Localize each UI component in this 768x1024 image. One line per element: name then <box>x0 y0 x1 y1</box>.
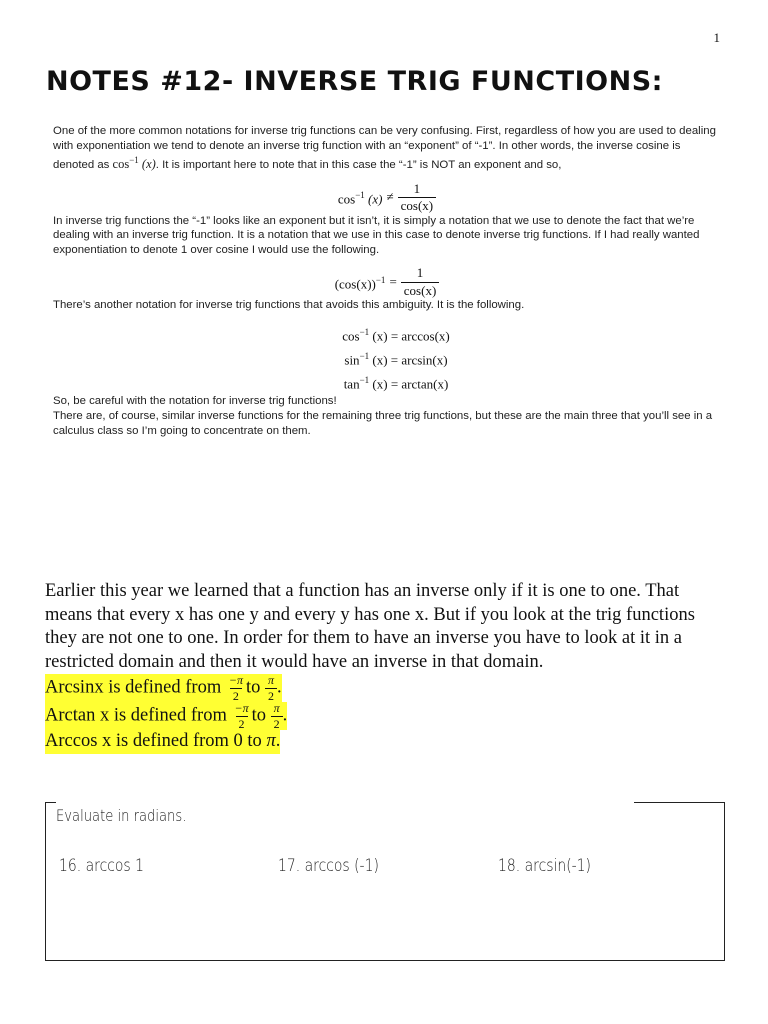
arctan-from-fraction <box>231 702 251 730</box>
notation-excerpt <box>53 124 721 438</box>
eq2-sup: −1 <box>375 274 386 285</box>
eq3-sin-rest: (x) = arcsin(x) <box>372 352 448 368</box>
eq3-sin-fn: sin <box>344 352 360 368</box>
exercise-box <box>45 802 725 961</box>
eq1-arg: (x) <box>368 191 383 207</box>
equation-not-equal <box>53 182 721 214</box>
body-paragraph: Earlier this year we learned that a function has an inverse only if it is one to one. That means that every x has one y and every y has one x. But if you look at the trig functions they are not one to one. In order for them to have an inverse you have to look at it in a restricted domain and then it would have an inverse in that domain. <box>45 581 695 672</box>
page-number: 1 <box>713 30 720 45</box>
eq3-cos-sup: −1 <box>359 326 370 337</box>
eq3-sin-sup: −1 <box>359 350 370 361</box>
eq2-fraction <box>401 266 440 298</box>
excerpt-p1-text: One of the more common notations for inverse trig functions can be very confusing. First, regardless of how you are used to dealing with exponentiation we tend to denote an inverse trig function with an “exponent” of “-1”. In other words, the inverse cosine is denoted as <box>53 125 716 172</box>
eq3-tan-sup: −1 <box>359 375 370 386</box>
question-16: 16. arccos 1 <box>59 856 144 876</box>
arcsin-to-fraction <box>265 674 277 702</box>
eq1-operator: ≠ <box>386 189 394 205</box>
excerpt-p1-after: . It is important here to note that in this case the “-1” is NOT an exponent and so, <box>155 159 562 172</box>
equation-reciprocal <box>53 266 721 298</box>
inline-fn: cos <box>112 157 130 172</box>
arcsin-from-num: −π <box>228 673 243 687</box>
question-18: 18. arcsin(-1) <box>498 856 591 876</box>
excerpt-paragraph-5: There are, of course, similar inverse functions for the remaining three trig functions, but these are the main three that you’ll see in a calculus class so I’m going to concentrate on them. <box>53 410 713 437</box>
eq1-fraction <box>398 182 437 214</box>
eq3-tan-rest: (x) = arctan(x) <box>372 376 449 392</box>
arctan-to-fraction <box>271 702 283 730</box>
notes-body <box>45 580 725 754</box>
eq2-operator: = <box>389 273 397 289</box>
arctan-from-num: −π <box>234 701 249 716</box>
arcsin-period: . <box>277 677 282 698</box>
question-17: 17. arccos (-1) <box>278 856 379 876</box>
eq2-lhs: (cos(x)) <box>334 275 376 291</box>
excerpt-paragraph-2: In inverse trig functions the “-1” looks like an exponent but it isn’t, it is simply a notation that we use to denote the fact that we’re dealing with an inverse trig function. It is a notation that we use in this case to denote inverse trig functions. If I had really wanted exponentiation to denote 1 over cosine I would use the following. <box>53 214 700 256</box>
equation-arc-notation <box>53 322 721 395</box>
excerpt-paragraph-4: So, be careful with the notation for inverse trig functions! <box>53 395 337 408</box>
arcsin-prefix: Arcsinx is defined from <box>45 677 222 698</box>
eq2-numerator: 1 <box>416 265 424 281</box>
eq2-denominator: cos(x) <box>401 282 440 298</box>
inline-sup: −1 <box>129 155 139 166</box>
arctan-to: to <box>251 705 266 726</box>
arcsin-to-num: π <box>267 673 274 687</box>
eq3-line-tan <box>53 370 721 394</box>
inline-inverse-cosine <box>113 157 156 171</box>
eq3-line-sin <box>53 346 721 370</box>
eq1-numerator: 1 <box>413 180 421 196</box>
eq1-sup: −1 <box>355 190 365 201</box>
arctan-prefix: Arctan x is defined from <box>45 705 227 726</box>
eq1-lhs: cos <box>337 191 356 207</box>
arctan-period: . <box>282 705 288 726</box>
arctan-from-den: 2 <box>236 716 248 731</box>
arcsin-to: to <box>245 677 261 698</box>
page-title: NOTES #12- INVERSE TRIG FUNCTIONS: <box>46 66 663 97</box>
arctan-to-num: π <box>273 701 280 716</box>
box-border-top-left <box>46 802 56 803</box>
arcsin-from-den: 2 <box>230 688 242 703</box>
box-border-top-right <box>634 802 724 803</box>
eq3-tan-fn: tan <box>343 376 360 392</box>
excerpt-paragraph-1 <box>53 124 721 173</box>
arcsin-from-fraction <box>226 674 246 702</box>
eq3-line-cos <box>53 322 721 346</box>
arccos-domain-line <box>45 730 725 754</box>
inline-arg: (x) <box>141 157 156 172</box>
arctan-to-den: 2 <box>271 716 283 731</box>
exercise-heading: Evaluate in radians. <box>56 806 187 825</box>
arccos-text: Arccos x is defined from 0 to <box>45 731 262 752</box>
eq3-cos-fn: cos <box>342 327 360 343</box>
excerpt-paragraph-3: There’s another notation for inverse trig functions that avoids this ambiguity. It is the following. <box>53 298 525 311</box>
arccos-pi: π <box>266 731 276 752</box>
arcsin-domain-line <box>45 674 725 702</box>
arctan-domain-line <box>45 702 725 730</box>
eq3-cos-rest: (x) = arccos(x) <box>372 327 450 343</box>
eq1-denominator: cos(x) <box>398 197 437 213</box>
arctan-highlight <box>45 702 287 730</box>
arcsin-to-den: 2 <box>265 688 277 703</box>
arcsin-highlight <box>45 674 282 702</box>
arccos-highlight <box>45 730 280 754</box>
arccos-period: . <box>275 731 281 752</box>
